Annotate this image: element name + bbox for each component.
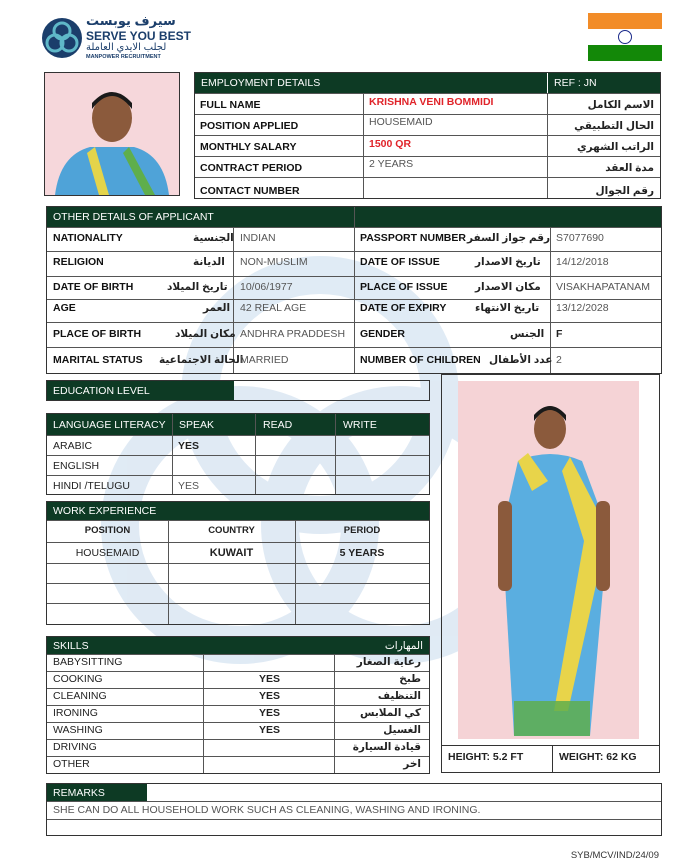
religion-value: NON-MUSLIM: [240, 256, 308, 268]
skill-washing-value: YES: [259, 724, 281, 736]
position-applied-arabic: الحال التطبيقي: [574, 120, 654, 132]
skill-babysitting: BABYSITTING: [53, 656, 123, 668]
skill-cleaning-value: YES: [259, 690, 281, 702]
skill-ironing-value: YES: [259, 707, 281, 719]
education-level-row: [46, 380, 430, 401]
skill-other-arabic: اخر: [403, 758, 421, 770]
gender-arabic: الجنس: [510, 328, 545, 340]
number-of-children-arabic: عدد الأطفال: [489, 354, 553, 366]
applicant-photo-small: [44, 72, 180, 196]
number-of-children-label: NUMBER OF CHILDREN: [360, 354, 481, 366]
date-of-issue-value: 14/12/2018: [556, 256, 609, 268]
work-col-country: COUNTRY: [208, 525, 255, 536]
language-row-hindi-telugu: HINDI /TELUGU: [53, 480, 131, 492]
employment-header: EMPLOYMENT DETAILS: [195, 73, 547, 93]
skill-cooking: COOKING: [53, 673, 103, 685]
passport-number-arabic: رقم جواز السفر: [467, 232, 551, 244]
monthly-salary-arabic: الراتب الشهري: [577, 141, 654, 153]
marital-status-value: MARRIED: [240, 354, 289, 366]
date-of-expiry-label: DATE OF EXPIRY: [360, 302, 447, 314]
place-of-birth-label: PLACE OF BIRTH: [53, 328, 142, 340]
date-of-birth-arabic: تاريخ الميلاد: [167, 281, 228, 293]
brand-arabic-sub: لجلب الايدي العاملة: [86, 42, 167, 53]
contract-period-arabic: مدة العقد: [605, 162, 654, 174]
skill-driving-arabic: قيادة السيارة: [352, 741, 421, 753]
other-details-header: OTHER DETAILS OF APPLICANT: [47, 207, 354, 227]
skill-driving: DRIVING: [53, 741, 97, 753]
work-row-period: 5 YEARS: [339, 547, 385, 559]
gender-label: GENDER: [360, 328, 405, 340]
number-of-children-value: 2: [556, 354, 562, 366]
contact-number-label: CONTACT NUMBER: [200, 185, 300, 197]
age-value: 42 REAL AGE: [240, 302, 307, 314]
date-of-birth-label: DATE OF BIRTH: [53, 281, 134, 293]
language-header-speak: SPEAK: [179, 419, 215, 431]
india-flag-icon: [588, 13, 662, 61]
skills-header-arabic: المهارات: [265, 637, 429, 654]
skill-cleaning: CLEANING: [53, 690, 107, 702]
date-of-expiry-arabic: تاريخ الانتهاء: [475, 302, 540, 314]
remarks-text: SHE CAN DO ALL HOUSEHOLD WORK SUCH AS CLEANING, WASHING AND IRONING.: [53, 804, 481, 816]
logo-emblem-icon: [40, 16, 84, 60]
skill-cleaning-arabic: التنظيف: [377, 690, 421, 702]
language-row-english: ENGLISH: [53, 460, 100, 472]
contract-period-label: CONTRACT PERIOD: [200, 162, 303, 174]
position-applied-label: POSITION APPLIED: [200, 120, 299, 132]
date-of-expiry-value: 13/12/2028: [556, 302, 609, 314]
date-of-issue-label: DATE OF ISSUE: [360, 256, 440, 268]
brand-arabic: سيرف يوبست: [86, 13, 176, 28]
contract-period-value: 2 YEARS: [369, 158, 414, 170]
remarks-header: REMARKS: [47, 784, 147, 801]
language-arabic-speak: YES: [178, 440, 200, 452]
religion-arabic: الديانة: [193, 256, 225, 268]
language-header-read: READ: [263, 419, 293, 431]
gender-value: F: [556, 328, 563, 340]
monthly-salary-label: MONTHLY SALARY: [200, 141, 297, 153]
marital-status-arabic: الحالة الاجتماعية: [159, 354, 244, 366]
language-header-write: WRITE: [343, 419, 377, 431]
contact-number-arabic: رقم الجوال: [595, 185, 654, 197]
nationality-label: NATIONALITY: [53, 232, 123, 244]
skill-ironing: IRONING: [53, 707, 98, 719]
date-of-issue-arabic: تاريخ الاصدار: [475, 256, 541, 268]
employment-details-table: [194, 72, 661, 199]
work-experience-table: [46, 501, 430, 625]
position-applied-value: HOUSEMAID: [369, 116, 433, 128]
education-level-label: EDUCATION LEVEL: [47, 381, 234, 400]
work-col-period: PERIOD: [343, 525, 381, 536]
place-of-issue-value: VISAKHAPATANAM: [556, 281, 650, 293]
height-value: HEIGHT: 5.2 FT: [448, 751, 524, 763]
place-of-issue-label: PLACE OF ISSUE: [360, 281, 448, 293]
work-row-country: KUWAIT: [209, 547, 254, 559]
language-row-arabic: ARABIC: [53, 440, 93, 452]
skill-babysitting-arabic: رعاية الصغار: [356, 656, 421, 668]
ref-label: REF : JN: [547, 73, 660, 93]
work-col-position: POSITION: [84, 525, 131, 536]
skill-ironing-arabic: كي الملابس: [360, 707, 421, 719]
place-of-birth-arabic: مكان الميلاد: [175, 328, 236, 340]
skill-other: OTHER: [53, 758, 90, 770]
skill-cooking-value: YES: [259, 673, 281, 685]
passport-number-label: PASSPORT NUMBER: [360, 232, 466, 244]
weight-value: WEIGHT: 62 KG: [559, 751, 637, 763]
age-label: AGE: [53, 302, 76, 314]
brand-name: SERVE YOU BEST: [86, 29, 191, 43]
full-name-arabic: الاسم الكامل: [587, 99, 654, 111]
language-hindi-speak: YES: [178, 480, 200, 492]
skill-washing-arabic: الغسيل: [383, 724, 421, 736]
monthly-salary-value: 1500 QR: [369, 138, 412, 150]
work-experience-header: WORK EXPERIENCE: [47, 502, 429, 520]
brand-logo: [40, 12, 220, 66]
brand-tagline: MANPOWER RECRUITMENT: [86, 54, 161, 60]
place-of-birth-value: ANDHRA PRADDESH: [240, 328, 346, 340]
passport-number-value: S7077690: [556, 232, 604, 244]
applicant-photo-full: [441, 374, 660, 773]
age-arabic: العمر: [203, 302, 231, 314]
language-literacy-table: [46, 413, 430, 495]
skills-header: SKILLS: [47, 637, 265, 654]
remarks-section: [46, 783, 662, 836]
full-name-value: KRISHNA VENI BOMMIDI: [369, 96, 494, 108]
religion-label: RELIGION: [53, 256, 104, 268]
skill-washing: WASHING: [53, 724, 103, 736]
other-details-table: [46, 206, 662, 374]
language-header-literacy: LANGUAGE LITERACY: [53, 419, 166, 431]
full-name-label: FULL NAME: [200, 99, 261, 111]
work-row-position: HOUSEMAID: [75, 547, 140, 559]
marital-status-label: MARITAL STATUS: [53, 354, 143, 366]
nationality-arabic: الجنسية: [193, 232, 234, 244]
date-of-birth-value: 10/06/1977: [240, 281, 293, 293]
document-code: SYB/MCV/IND/24/09: [570, 850, 659, 861]
place-of-issue-arabic: مكان الاصدار: [475, 281, 541, 293]
skills-table: [46, 636, 430, 774]
nationality-value: INDIAN: [240, 232, 276, 244]
skill-cooking-arabic: طبخ: [399, 673, 421, 685]
